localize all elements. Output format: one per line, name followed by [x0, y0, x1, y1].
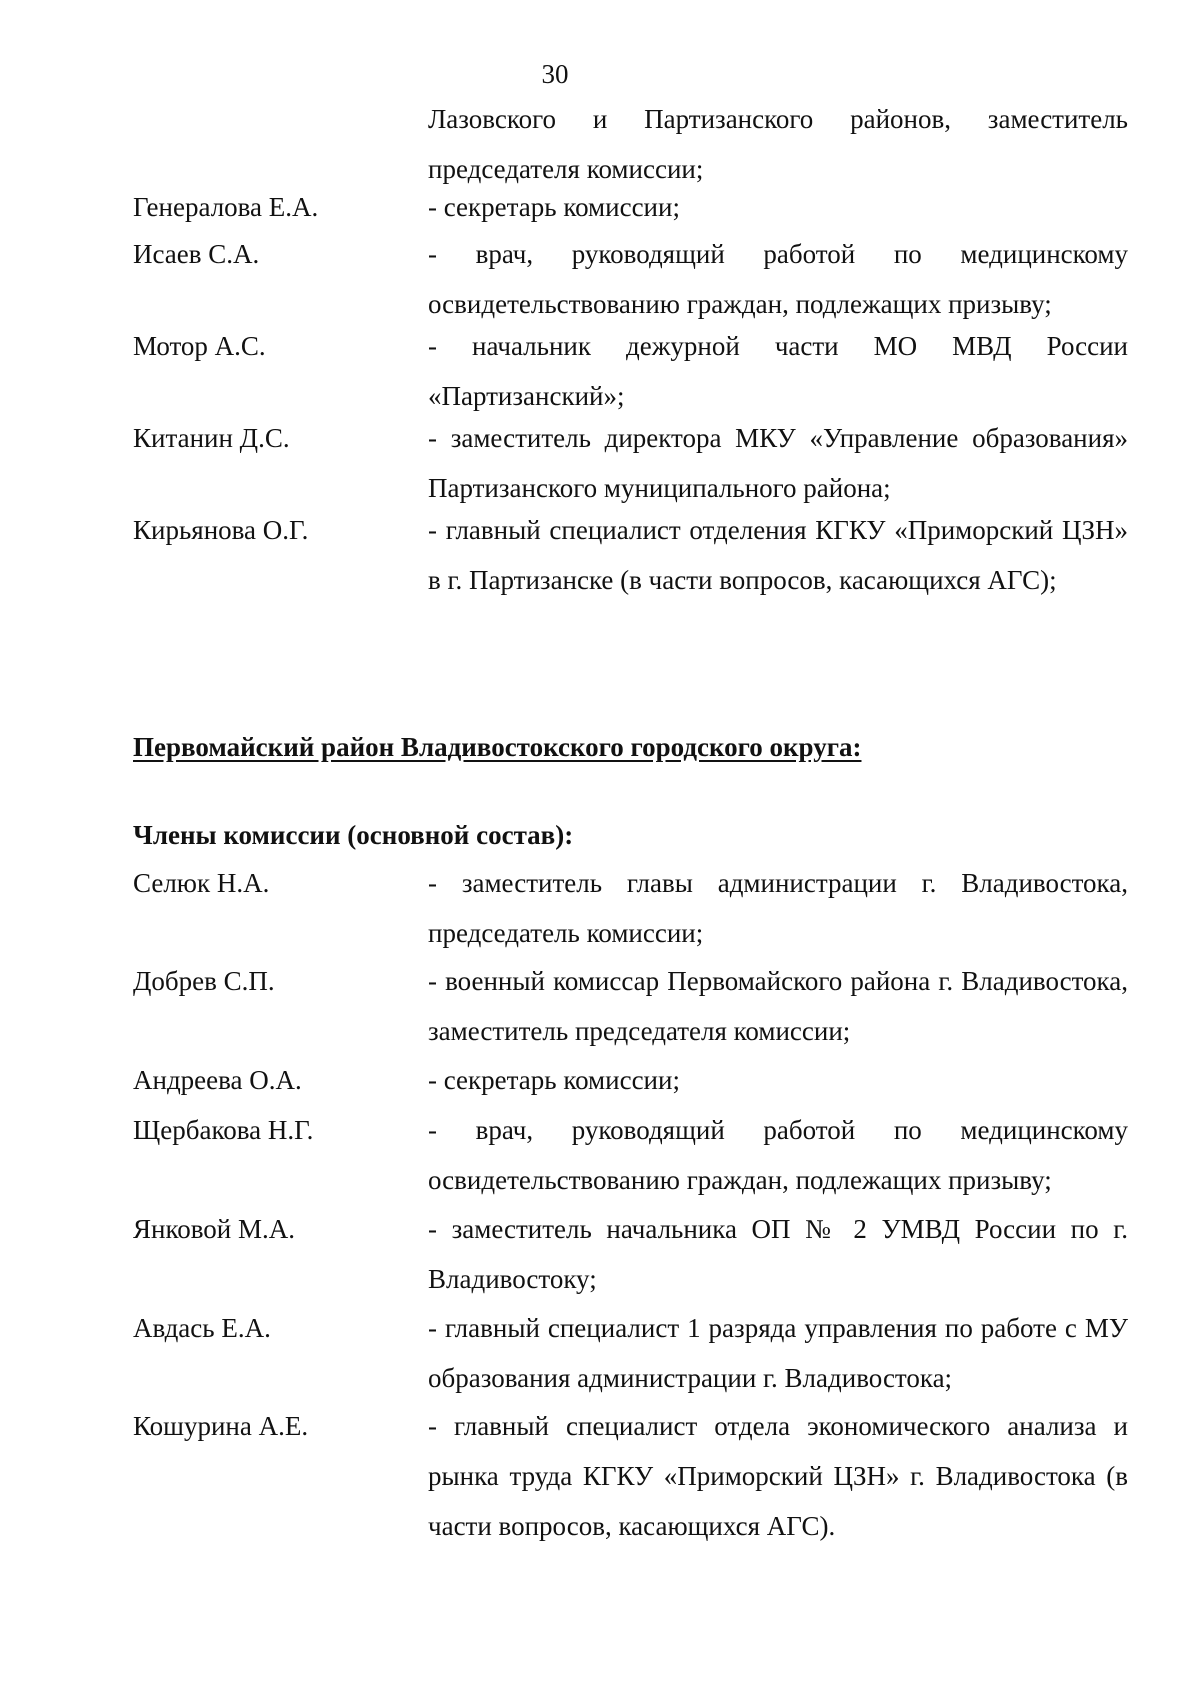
page-number: 30: [541, 59, 569, 89]
member-name: Мотор А.С.: [133, 331, 266, 361]
district-heading: Первомайский район Владивостокского городского округа:: [133, 732, 862, 762]
member-role: - заместитель начальника ОП № 2 УМВД России по г. Владивостоку;: [428, 1214, 1128, 1294]
member-role: - секретарь комиссии;: [428, 1065, 680, 1095]
member-name: Селюк Н.А.: [133, 868, 270, 898]
member-role: - заместитель директора МКУ «Управление образования» Партизанского муниципального района;: [428, 423, 1128, 503]
member-role: - врач, руководящий работой по медицинскому освидетельствованию граждан, подлежащих призыву;: [428, 239, 1128, 319]
member-role: - военный комиссар Первомайского района г. Владивостока, заместитель председателя комиссии;: [428, 966, 1128, 1046]
member-name: Кирьянова О.Г.: [133, 515, 309, 545]
member-name: Кошурина А.Е.: [133, 1411, 309, 1441]
member-role: - главный специалист отделения КГКУ «Приморский ЦЗН» в г. Партизанске (в части вопросов, касающихся АГС);: [428, 515, 1128, 595]
member-role: - начальник дежурной части МО МВД России «Партизанский»;: [428, 331, 1128, 411]
member-name: Авдась Е.А.: [133, 1313, 271, 1343]
member-role: - главный специалист отдела экономического анализа и рынка труда КГКУ «Приморский ЦЗН» г. Владивостока (в части вопросов, касающихся АГС).: [428, 1411, 1128, 1541]
member-role: - врач, руководящий работой по медицинскому освидетельствованию граждан, подлежащих призыву;: [428, 1115, 1128, 1195]
member-name: Китанин Д.С.: [133, 423, 290, 453]
member-name: Добрев С.П.: [133, 966, 275, 996]
member-role: - секретарь комиссии;: [428, 192, 680, 222]
member-name: Янковой М.А.: [133, 1214, 295, 1244]
members-heading: Члены комиссии (основной состав):: [133, 820, 574, 850]
member-name: Щербакова Н.Г.: [133, 1115, 314, 1145]
member-name: Генералова Е.А.: [133, 192, 319, 222]
continuation-text: Лазовского и Партизанского районов, заместитель председателя комиссии;: [428, 104, 1128, 184]
member-role: - заместитель главы администрации г. Владивостока, председатель комиссии;: [428, 868, 1128, 948]
member-role: - главный специалист 1 разряда управления по работе с МУ образования администрации г. Владивостока;: [428, 1313, 1128, 1393]
member-name: Исаев С.А.: [133, 239, 260, 269]
member-name: Андреева О.А.: [133, 1065, 302, 1095]
